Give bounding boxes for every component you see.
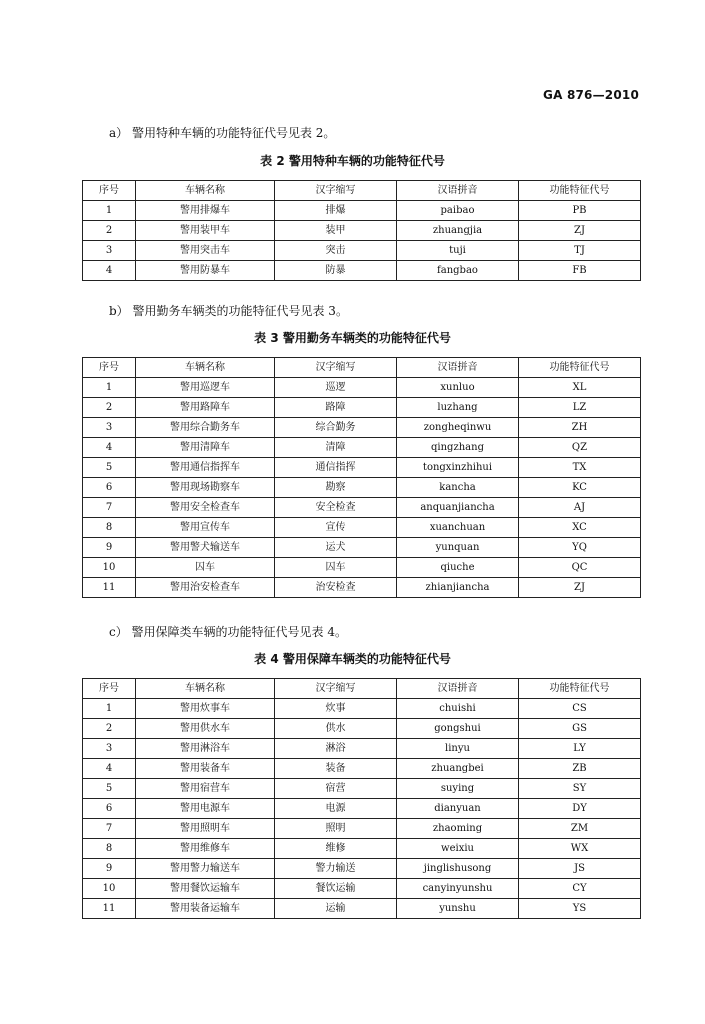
table-cell: yunquan	[397, 538, 519, 558]
table-row	[83, 261, 641, 281]
table-cell: qiuche	[397, 558, 519, 578]
table-row	[83, 739, 641, 759]
table-cell: canyinyunshu	[397, 879, 519, 899]
table-cell: xunluo	[397, 378, 519, 398]
table-cell: 警用现场勘察车	[136, 478, 275, 498]
table-cell: 警用防暴车	[136, 261, 275, 281]
table-cell: YQ	[519, 538, 641, 558]
table-cell: 2	[83, 398, 136, 418]
table-cell: 通信指挥	[275, 458, 397, 478]
table-cell: zhuangjia	[397, 221, 519, 241]
table-cell: 1	[83, 378, 136, 398]
column-header: 车辆名称	[136, 679, 275, 699]
table-row	[83, 398, 641, 418]
table-row	[83, 779, 641, 799]
table-cell: 餐饮运输	[275, 879, 397, 899]
table-cell: 供水	[275, 719, 397, 739]
table-cell: 电源	[275, 799, 397, 819]
table-cell: 警用宿营车	[136, 779, 275, 799]
table-row	[83, 819, 641, 839]
table-cell: 警用路障车	[136, 398, 275, 418]
table-cell: xuanchuan	[397, 518, 519, 538]
table-cell: 装甲	[275, 221, 397, 241]
table-cell: paibao	[397, 201, 519, 221]
table-cell: 警用炊事车	[136, 699, 275, 719]
table-cell: 2	[83, 719, 136, 739]
table-cell: SY	[519, 779, 641, 799]
table-3	[82, 357, 641, 598]
table-cell: 警用治安检查车	[136, 578, 275, 598]
table-row	[83, 719, 641, 739]
table-cell: chuishi	[397, 699, 519, 719]
table-cell: fangbao	[397, 261, 519, 281]
table-cell: 路障	[275, 398, 397, 418]
table-cell: 囚车	[136, 558, 275, 578]
table-row	[83, 538, 641, 558]
table-cell: WX	[519, 839, 641, 859]
table-cell: 排爆	[275, 201, 397, 221]
table-cell: 警用淋浴车	[136, 739, 275, 759]
section-a-intro: a） 警用特种车辆的功能特征代号见表 2。	[109, 126, 336, 140]
table-cell: 警用突击车	[136, 241, 275, 261]
table-cell: 10	[83, 558, 136, 578]
table-row	[83, 879, 641, 899]
table-cell: linyu	[397, 739, 519, 759]
table-cell: KC	[519, 478, 641, 498]
table-row	[83, 201, 641, 221]
table-cell: QC	[519, 558, 641, 578]
table-row	[83, 899, 641, 919]
table-cell: TJ	[519, 241, 641, 261]
table-cell: CS	[519, 699, 641, 719]
table-cell: weixiu	[397, 839, 519, 859]
table-row	[83, 578, 641, 598]
table-cell: DY	[519, 799, 641, 819]
table-cell: 警用照明车	[136, 819, 275, 839]
table-row	[83, 699, 641, 719]
table-cell: ZM	[519, 819, 641, 839]
table-cell: 宿营	[275, 779, 397, 799]
table-cell: 警用警犬输送车	[136, 538, 275, 558]
table-cell: 运犬	[275, 538, 397, 558]
table-cell: luzhang	[397, 398, 519, 418]
table-cell: ZB	[519, 759, 641, 779]
table-cell: 警用警力输送车	[136, 859, 275, 879]
table-row	[83, 558, 641, 578]
standard-code: GA 876—2010	[543, 88, 639, 102]
table-row	[83, 799, 641, 819]
table-cell: AJ	[519, 498, 641, 518]
table-cell: 警用宣传车	[136, 518, 275, 538]
table-cell: ZJ	[519, 221, 641, 241]
table-cell: 9	[83, 538, 136, 558]
column-header: 功能特征代号	[519, 181, 641, 201]
table-row	[83, 438, 641, 458]
table-header-row	[83, 181, 641, 201]
column-header: 功能特征代号	[519, 358, 641, 378]
table-cell: 综合勤务	[275, 418, 397, 438]
table-cell: 7	[83, 498, 136, 518]
table-cell: 炊事	[275, 699, 397, 719]
table-4	[82, 678, 641, 919]
column-header: 汉字缩写	[275, 679, 397, 699]
table-header-row	[83, 358, 641, 378]
table-cell: XC	[519, 518, 641, 538]
table-header-row	[83, 679, 641, 699]
table-cell: zhaoming	[397, 819, 519, 839]
table-cell: 警用安全检查车	[136, 498, 275, 518]
table-cell: 11	[83, 578, 136, 598]
table-cell: 警用综合勤务车	[136, 418, 275, 438]
table-cell: 1	[83, 699, 136, 719]
table-row	[83, 458, 641, 478]
column-header: 序号	[83, 181, 136, 201]
column-header: 车辆名称	[136, 181, 275, 201]
section-c-intro: c） 警用保障类车辆的功能特征代号见表 4。	[109, 625, 347, 639]
table-cell: dianyuan	[397, 799, 519, 819]
table-cell: 警用巡逻车	[136, 378, 275, 398]
table-cell: jinglishusong	[397, 859, 519, 879]
table-cell: ZH	[519, 418, 641, 438]
column-header: 序号	[83, 358, 136, 378]
table-4-caption: 表 4 警用保障车辆类的功能特征代号	[254, 652, 451, 666]
table-cell: 10	[83, 879, 136, 899]
table-cell: 4	[83, 438, 136, 458]
table-cell: 照明	[275, 819, 397, 839]
table-2-caption: 表 2 警用特种车辆的功能特征代号	[260, 154, 445, 168]
table-cell: LY	[519, 739, 641, 759]
table-cell: kancha	[397, 478, 519, 498]
table-cell: 2	[83, 221, 136, 241]
table-cell: 维修	[275, 839, 397, 859]
table-cell: 3	[83, 418, 136, 438]
table-cell: CY	[519, 879, 641, 899]
table-cell: zongheqinwu	[397, 418, 519, 438]
table-cell: 警用供水车	[136, 719, 275, 739]
table-cell: 防暴	[275, 261, 397, 281]
column-header: 功能特征代号	[519, 679, 641, 699]
table-row	[83, 518, 641, 538]
column-header: 车辆名称	[136, 358, 275, 378]
table-cell: ZJ	[519, 578, 641, 598]
table-cell: 治安检查	[275, 578, 397, 598]
table-cell: LZ	[519, 398, 641, 418]
table-3-caption: 表 3 警用勤务车辆类的功能特征代号	[254, 331, 451, 345]
table-cell: tongxinzhihui	[397, 458, 519, 478]
table-row	[83, 241, 641, 261]
table-cell: 11	[83, 899, 136, 919]
table-cell: 9	[83, 859, 136, 879]
table-cell: yunshu	[397, 899, 519, 919]
table-row	[83, 478, 641, 498]
table-cell: 装备	[275, 759, 397, 779]
column-header: 汉语拼音	[397, 679, 519, 699]
table-row	[83, 221, 641, 241]
table-cell: gongshui	[397, 719, 519, 739]
table-cell: 8	[83, 839, 136, 859]
table-cell: 6	[83, 478, 136, 498]
table-row	[83, 498, 641, 518]
table-cell: JS	[519, 859, 641, 879]
table-cell: 1	[83, 201, 136, 221]
table-cell: 巡逻	[275, 378, 397, 398]
table-cell: qingzhang	[397, 438, 519, 458]
table-cell: 运输	[275, 899, 397, 919]
table-cell: 警用维修车	[136, 839, 275, 859]
column-header: 汉字缩写	[275, 358, 397, 378]
table-cell: 安全检查	[275, 498, 397, 518]
table-row	[83, 759, 641, 779]
table-cell: 3	[83, 241, 136, 261]
table-cell: zhuangbei	[397, 759, 519, 779]
table-row	[83, 859, 641, 879]
table-cell: 4	[83, 261, 136, 281]
table-cell: 警用清障车	[136, 438, 275, 458]
table-cell: 5	[83, 779, 136, 799]
table-cell: XL	[519, 378, 641, 398]
table-cell: 勘察	[275, 478, 397, 498]
table-cell: 囚车	[275, 558, 397, 578]
column-header: 汉语拼音	[397, 181, 519, 201]
table-cell: suying	[397, 779, 519, 799]
table-cell: QZ	[519, 438, 641, 458]
table-cell: TX	[519, 458, 641, 478]
table-cell: 8	[83, 518, 136, 538]
table-cell: 警用装备车	[136, 759, 275, 779]
table-cell: 淋浴	[275, 739, 397, 759]
table-cell: 警用装甲车	[136, 221, 275, 241]
column-header: 汉语拼音	[397, 358, 519, 378]
table-cell: 7	[83, 819, 136, 839]
table-cell: 警用餐饮运输车	[136, 879, 275, 899]
table-row	[83, 418, 641, 438]
table-cell: PB	[519, 201, 641, 221]
table-cell: 警用通信指挥车	[136, 458, 275, 478]
table-cell: 6	[83, 799, 136, 819]
table-cell: tuji	[397, 241, 519, 261]
section-b-intro: b） 警用勤务车辆类的功能特征代号见表 3。	[109, 304, 348, 318]
table-row	[83, 839, 641, 859]
table-cell: 警力输送	[275, 859, 397, 879]
column-header: 序号	[83, 679, 136, 699]
table-cell: 警用电源车	[136, 799, 275, 819]
table-cell: anquanjiancha	[397, 498, 519, 518]
column-header: 汉字缩写	[275, 181, 397, 201]
table-cell: 突击	[275, 241, 397, 261]
table-cell: 4	[83, 759, 136, 779]
table-cell: 清障	[275, 438, 397, 458]
table-2	[82, 180, 641, 281]
table-cell: YS	[519, 899, 641, 919]
table-cell: GS	[519, 719, 641, 739]
table-cell: FB	[519, 261, 641, 281]
table-cell: 5	[83, 458, 136, 478]
table-cell: 警用装备运输车	[136, 899, 275, 919]
table-cell: 警用排爆车	[136, 201, 275, 221]
table-cell: zhianjiancha	[397, 578, 519, 598]
table-cell: 宣传	[275, 518, 397, 538]
table-row	[83, 378, 641, 398]
table-cell: 3	[83, 739, 136, 759]
